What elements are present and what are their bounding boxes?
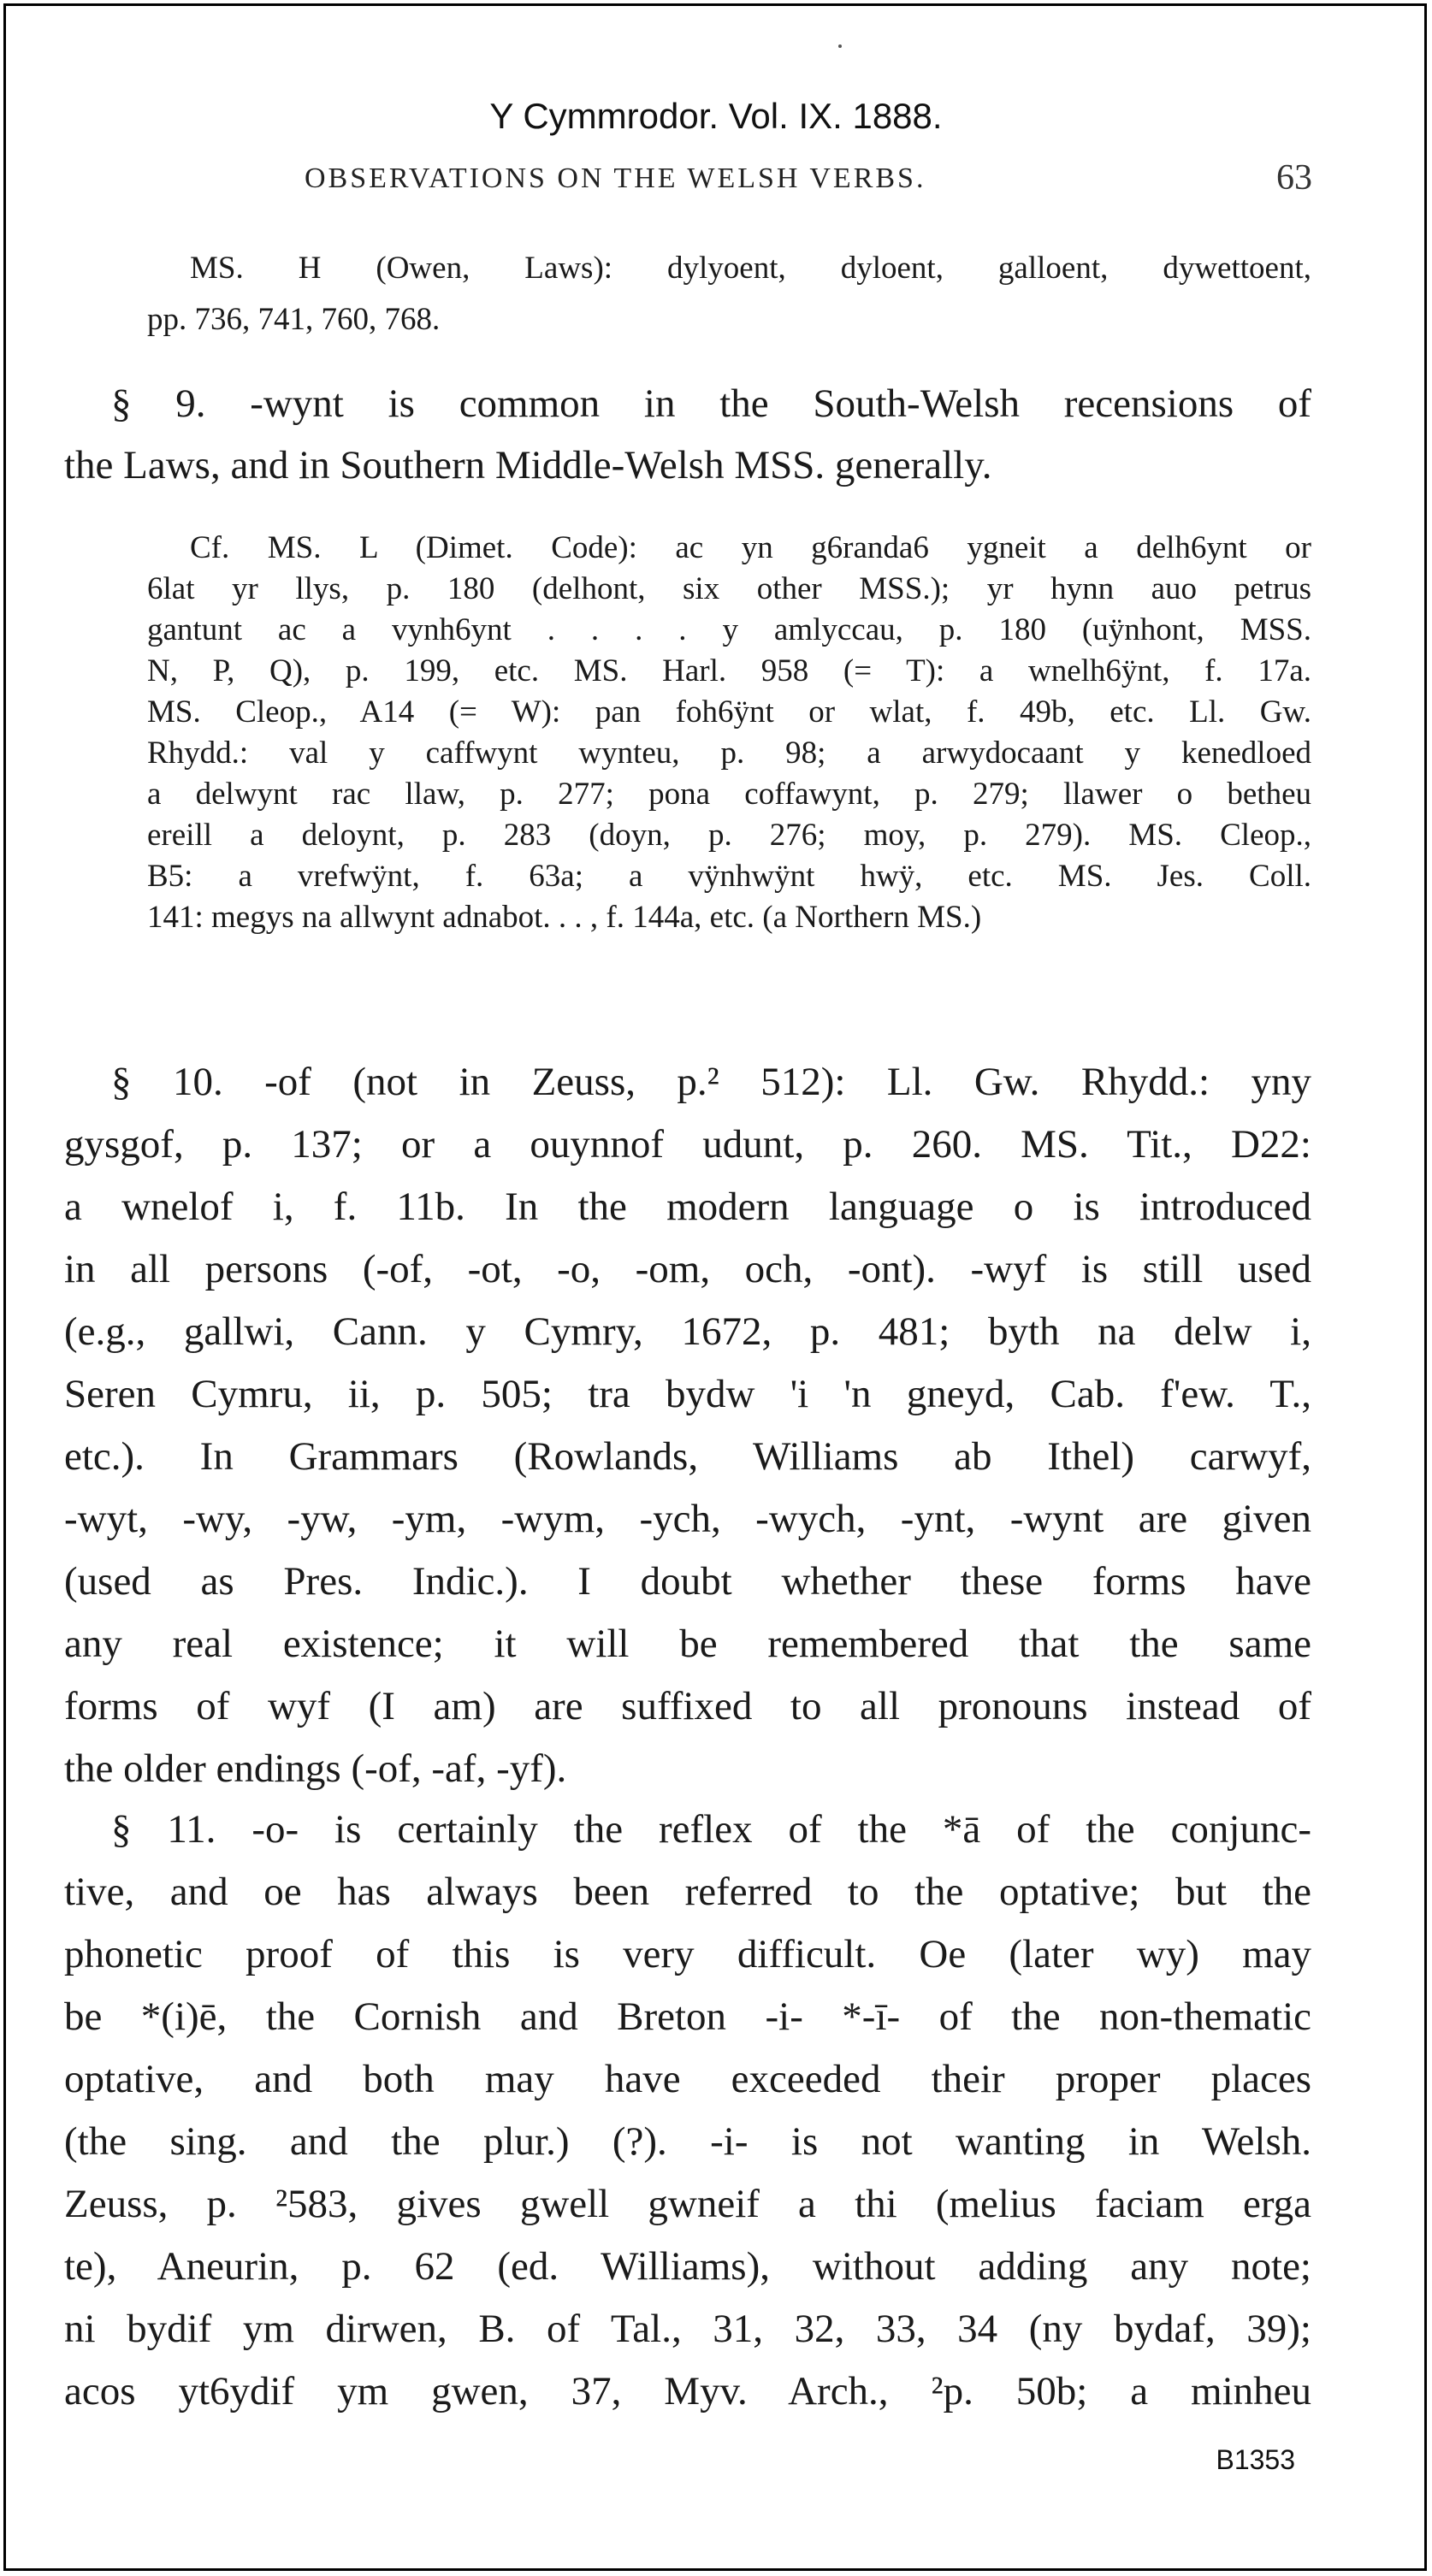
text-line: any real existence; it will be remembered that the same: [64, 1622, 1311, 1666]
text-line: in all persons (-of, -ot, -o, -om, och, -ont). -wyf is still used: [64, 1247, 1311, 1291]
text-line: etc.). In Grammars (Rowlands, Williams ab Ithel) carwyf,: [64, 1434, 1311, 1479]
text-line: (used as Pres. Indic.). I doubt whether these forms have: [64, 1559, 1311, 1604]
text-line: a delwynt rac llaw, p. 277; pona coffawynt, p. 279; llawer o betheu: [147, 777, 1311, 812]
text-line: § 11. -o- is certainly the reflex of the *ā of the conjunc-: [111, 1807, 1311, 1852]
text-line: MS. H (Owen, Laws): dylyoent, dyloent, galloent, dywettoent,: [190, 251, 1311, 286]
text-line: 6lat yr llys, p. 180 (delhont, six other MSS.); yr hynn auo petrus: [147, 571, 1311, 606]
text-line: te), Aneurin, p. 62 (ed. Williams), without adding any note;: [64, 2244, 1311, 2289]
text-line: forms of wyf (I am) are suffixed to all pronouns instead of: [64, 1684, 1311, 1728]
text-line: tive, and oe has always been referred to the optative; but the: [64, 1870, 1311, 1914]
text-line: Seren Cymru, ii, p. 505; tra bydw 'i 'n gneyd, Cab. f'ew. T.,: [64, 1372, 1311, 1416]
text-line: pp. 736, 741, 760, 768.: [147, 302, 441, 337]
text-line: phonetic proof of this is very difficult. Oe (later wy) may: [64, 1932, 1311, 1976]
text-line: Rhydd.: val y caffwynt wynteu, p. 98; a arwydocaant y kenedloed: [147, 736, 1311, 771]
speck: [838, 44, 842, 48]
text-line: -wyt, -wy, -yw, -ym, -wym, -ych, -wych, -ynt, -wynt are given: [64, 1497, 1311, 1541]
archive-reference: B1353: [1216, 2444, 1295, 2475]
text-line: N, P, Q), p. 199, etc. MS. Harl. 958 (= T): a wnelh6ÿnt, f. 17a.: [147, 653, 1311, 688]
text-line: B5: a vrefwÿnt, f. 63a; a vÿnhwÿnt hwÿ, etc. MS. Jes. Coll.: [147, 859, 1311, 894]
page-number: 63: [1276, 158, 1312, 198]
text-line: (e.g., gallwi, Cann. y Cymry, 1672, p. 481; byth na delw i,: [64, 1309, 1311, 1354]
text-line: optative, and both may have exceeded their proper places: [64, 2057, 1311, 2101]
text-line: ereill a deloynt, p. 283 (doyn, p. 276; moy, p. 279). MS. Cleop.,: [147, 818, 1311, 853]
running-head: OBSERVATIONS ON THE WELSH VERBS.: [305, 162, 926, 194]
text-line: a wnelof i, f. 11b. In the modern language o is introduced: [64, 1185, 1311, 1229]
text-line: gysgof, p. 137; or a ouynnof udunt, p. 260. MS. Tit., D22:: [64, 1122, 1311, 1167]
text-line: § 10. -of (not in Zeuss, p.² 512): Ll. Gw. Rhydd.: yny: [111, 1060, 1311, 1104]
text-line: the Laws, and in Southern Middle-Welsh MSS. generally.: [64, 443, 992, 487]
document-title: Y Cymmrodor. Vol. IX. 1888.: [489, 96, 943, 136]
text-line: 141: megys na allwynt adnabot. . . , f. 144a, etc. (a Northern MS.): [147, 900, 982, 935]
text-line: Zeuss, p. ²583, gives gwell gwneif a thi (melius faciam erga: [64, 2182, 1311, 2226]
text-line: acos yt6ydif ym gwen, 37, Myv. Arch., ²p. 50b; a minheu: [64, 2369, 1311, 2414]
text-line: be *(i)ē, the Cornish and Breton -i- *-ī- of the non-thematic: [64, 1994, 1311, 2039]
text-line: § 9. -wynt is common in the South-Welsh recensions of: [111, 381, 1311, 426]
text-line: Cf. MS. L (Dimet. Code): ac yn g6randa6 ygneit a delh6ynt or: [190, 530, 1311, 565]
text-line: MS. Cleop., A14 (= W): pan foh6ÿnt or wlat, f. 49b, etc. Ll. Gw.: [147, 694, 1311, 730]
text-line: (the sing. and the plur.) (?). -i- is not wanting in Welsh.: [64, 2119, 1311, 2164]
text-line: ni bydif ym dirwen, B. of Tal., 31, 32, 33, 34 (ny bydaf, 39);: [64, 2307, 1311, 2351]
text-line: the older endings (-of, -af, -yf).: [64, 1746, 567, 1791]
text-line: gantunt ac a vynh6ynt . . . . y amlyccau, p. 180 (uÿnhont, MSS.: [147, 612, 1311, 647]
